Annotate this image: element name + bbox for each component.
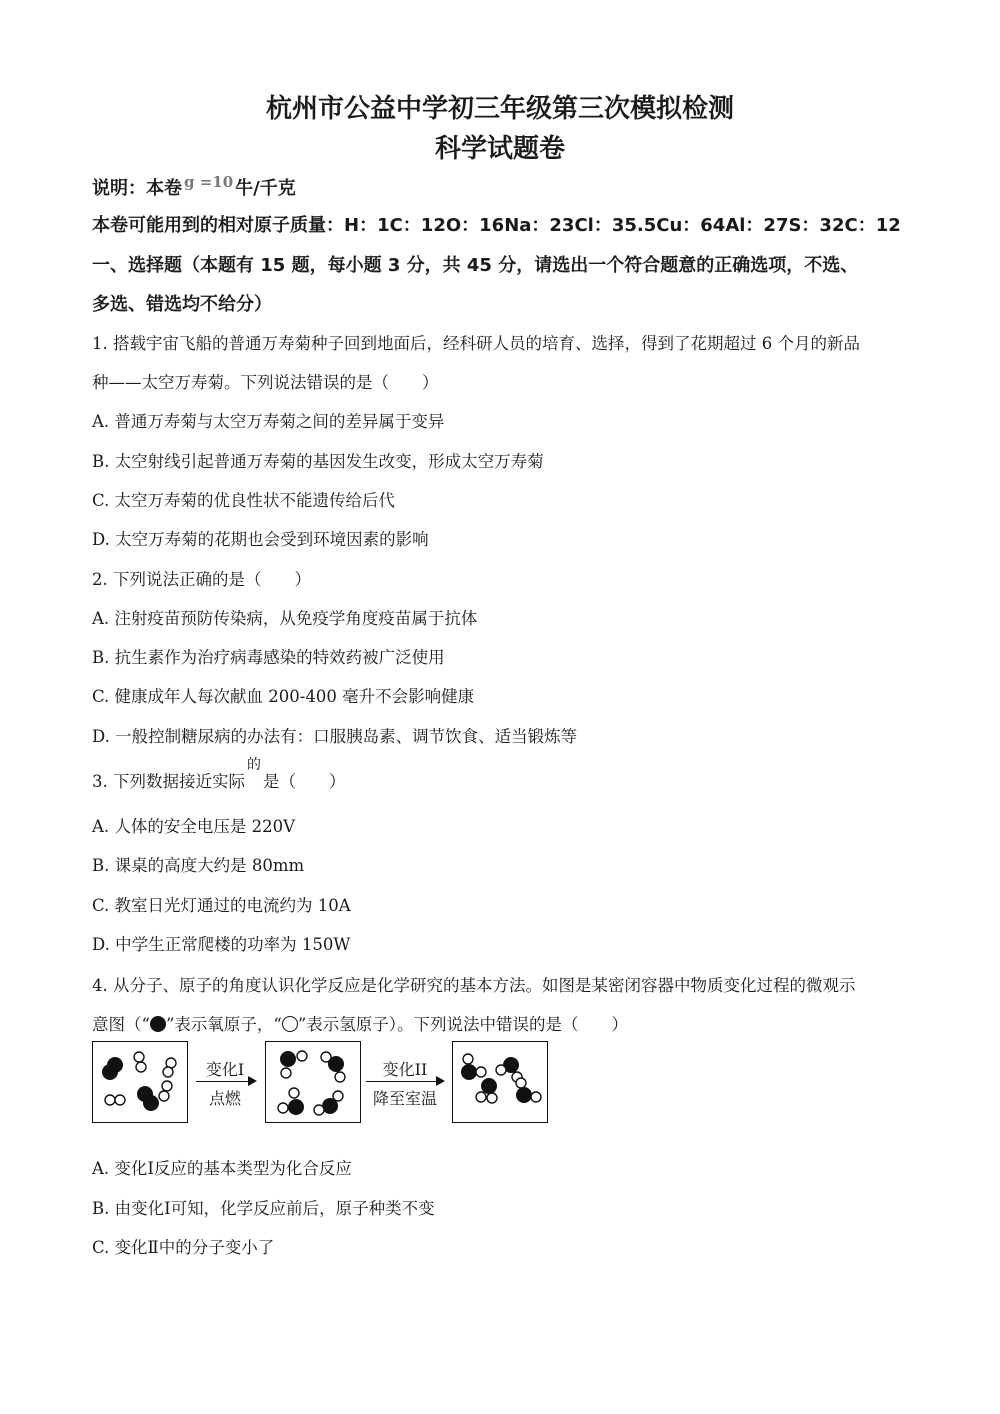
- hydrogen-atom: [162, 1081, 172, 1091]
- arrow2-bottom-label: 降至室温: [372, 1089, 437, 1108]
- molecules-after: [453, 1042, 547, 1122]
- q1-stem-line1: 1. 搭载宇宙飞船的普通万寿菊种子回到地面后，经科研人员的培育、选择，得到了花期超过 6 个月的新品: [92, 334, 860, 353]
- q3-option-b: B. 课桌的高度大约是 80mm: [92, 856, 305, 875]
- hydrogen-atom: [281, 1068, 291, 1078]
- q1-option-c: C. 太空万寿菊的优良性状不能遗传给后代: [92, 491, 396, 510]
- arrow1-line: [196, 1081, 248, 1082]
- q3-option-c: C. 教室日光灯通过的电流约为 10A: [92, 896, 351, 915]
- q4-option-a: A. 变化Ⅰ反应的基本类型为化合反应: [92, 1159, 352, 1178]
- note-unit: 牛/千克: [235, 178, 296, 199]
- oxygen-atom: [102, 1064, 118, 1080]
- q2-option-c: C. 健康成年人每次献血 200-400 毫升不会影响健康: [92, 687, 475, 706]
- q2-option-d: D. 一般控制糖尿病的办法有：口服胰岛素、调节饮食、适当锻炼等: [92, 727, 578, 746]
- q3-stem-sup: 的: [247, 757, 261, 773]
- q4-option-b: B. 由变化Ⅰ可知，化学反应前后，原子种类不变: [92, 1199, 435, 1218]
- hydrogen-atom: [159, 1091, 169, 1101]
- hydrogen-atom: [476, 1067, 486, 1077]
- q4-stem-text-c: ”表示氢原子）。下列说法中错误的是（ ）: [297, 1015, 628, 1034]
- oxygen-atom-icon: [150, 1016, 166, 1032]
- q4-stem-text-a: 意图（“: [92, 1015, 150, 1034]
- q2-option-b: B. 抗生素作为治疗病毒感染的特效药被广泛使用: [92, 648, 445, 667]
- page-subtitle: 科学试题卷: [434, 134, 565, 164]
- q4-option-c: C. 变化Ⅱ中的分子变小了: [92, 1238, 275, 1257]
- hydrogen-atom: [531, 1092, 541, 1102]
- oxygen-atom: [516, 1087, 532, 1103]
- arrow1-bottom-label: 点燃: [208, 1089, 241, 1108]
- q1-option-b: B. 太空射线引起普通万寿菊的基因发生改变，形成太空万寿菊: [92, 452, 544, 471]
- hydrogen-atom: [314, 1105, 324, 1115]
- q1-option-d: D. 太空万寿菊的花期也会受到环境因素的影响: [92, 530, 429, 549]
- hydrogen-atom: [516, 1078, 526, 1088]
- q3-option-d: D. 中学生正常爬楼的功率为 150W: [92, 935, 351, 954]
- molecules-before: [93, 1042, 187, 1122]
- arrow2-top-label: 变化II: [382, 1060, 428, 1079]
- note-label: 说明：本卷: [92, 178, 182, 199]
- section-heading-line1: 一、选择题（本题有 15 题，每小题 3 分，共 45 分，请选出一个符合题意的正确选项，不选、: [92, 255, 859, 276]
- arrow1-head-icon: [248, 1076, 257, 1086]
- molecules-middle: [266, 1042, 360, 1122]
- q3-option-a: A. 人体的安全电压是 220V: [92, 817, 296, 836]
- section-heading-line2: 多选、错选均不给分）: [92, 294, 272, 315]
- oxygen-atom: [143, 1095, 159, 1111]
- hydrogen-atom: [487, 1093, 497, 1103]
- oxygen-atom: [288, 1099, 304, 1115]
- q2-stem: 2. 下列说法正确的是（ ）: [92, 570, 311, 589]
- hydrogen-atom: [463, 1054, 473, 1064]
- diagram-box-after: [452, 1041, 548, 1123]
- diagram-box-middle: [265, 1041, 361, 1123]
- hydrogen-atom: [496, 1065, 506, 1075]
- hydrogen-atom: [105, 1095, 115, 1105]
- q4-stem-text-b: ”表示氧原子，“: [165, 1015, 282, 1034]
- hydrogen-atom: [163, 1067, 173, 1077]
- q4-stem-line1: 4. 从分子、原子的角度认识化学反应是化学研究的基本方法。如图是某密闭容器中物质变化过程的微观示: [92, 976, 856, 995]
- arrow2-head-icon: [436, 1076, 445, 1086]
- q1-option-a: A. 普通万寿菊与太空万寿菊之间的差异属于变异: [92, 412, 445, 431]
- hydrogen-atom: [134, 1052, 144, 1062]
- q3-stem: [92, 757, 346, 792]
- hydrogen-atom: [278, 1103, 288, 1113]
- hydrogen-atom: [335, 1072, 345, 1082]
- oxygen-atom: [481, 1078, 497, 1094]
- arrow1-top-label: 变化I: [205, 1060, 245, 1079]
- hydrogen-atom: [289, 1088, 299, 1098]
- diagram-box-before: [92, 1041, 188, 1123]
- arrow2-line: [366, 1081, 436, 1082]
- q3-stem-part1: 3. 下列数据接近实际: [92, 772, 245, 791]
- hydrogen-atom: [297, 1051, 307, 1061]
- q4-stem-line2: [92, 1011, 628, 1035]
- hydrogen-atom: [115, 1095, 125, 1105]
- hydrogen-atom: [136, 1062, 146, 1072]
- hydrogen-atom-icon: [282, 1016, 298, 1032]
- g-formula: g =10: [184, 173, 234, 191]
- hydrogen-atom: [476, 1092, 486, 1102]
- oxygen-atom: [461, 1064, 477, 1080]
- atomic-masses: 本卷可能用到的相对原子质量：H：1C：12O：16Na：23Cl：35.5Cu：64Al：27S：32C：12: [92, 215, 901, 236]
- q1-stem-line2: 种——太空万寿菊。下列说法错误的是（ ）: [92, 373, 439, 392]
- q2-option-a: A. 注射疫苗预防传染病，从免疫学角度疫苗属于抗体: [92, 609, 478, 628]
- oxygen-atom: [328, 1056, 344, 1072]
- oxygen-atom: [280, 1051, 296, 1067]
- page-title: 杭州市公益中学初三年级第三次模拟检测: [265, 94, 734, 124]
- note-line: [92, 174, 296, 200]
- q3-stem-part2: 是（ ）: [263, 772, 346, 791]
